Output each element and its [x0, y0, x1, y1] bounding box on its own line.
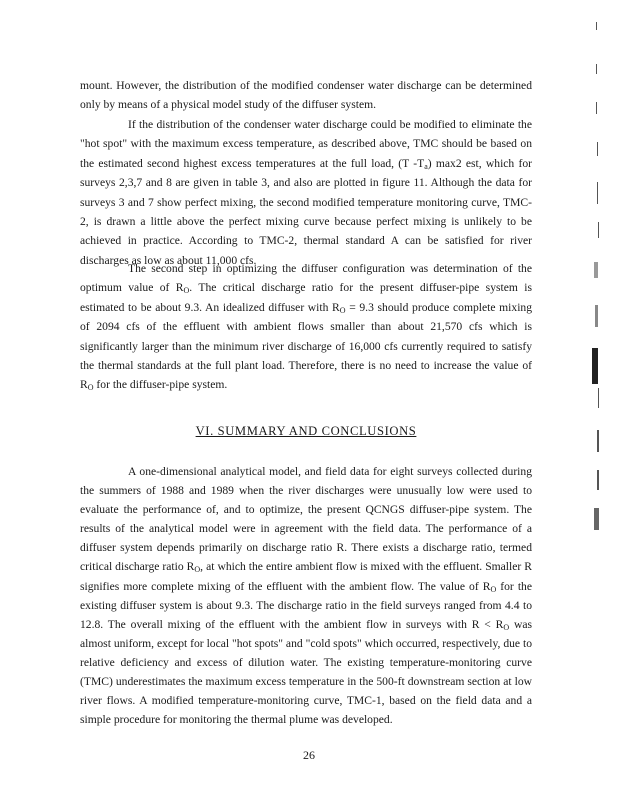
paragraph-4-part-a: A one-dimensional analytical model, and field data for eight surveys collected during the summers of 1988 and 1989 when the river discharges were unusually low were used to evaluate the performance of, and to optimize, the present QCNGS diffuser-pipe system. The results of the analytical model were in agreement with the field data. The performance of a diffuser system depends primarily on discharge ratio R. There exists a discharge ratio, termed critical discharge ratio R [80, 465, 532, 574]
paragraph-1-text: mount. However, the distribution of the modified condenser water discharge can be determined only by means of a physical model study of the diffuser system. [80, 79, 532, 112]
page-number: 26 [303, 748, 315, 762]
paragraph-4-subscript-a: O [194, 565, 201, 575]
scan-mark [594, 508, 599, 530]
scan-mark [594, 262, 598, 278]
paragraph-2-part-b: ) max2 est, which for surveys 2,3,7 and 8 are given in table 3, and also are plotted in figure 11. Although the data for surveys 3 and 7 show perfect mixing, the second modified temperature monitoring curve, TMC-2, is drawn a little above the perfect mixing curve because perfect mixing is unlikely to be achieved in practice. According to TMC-2, thermal standard A can be satisfied for river discharges as low as about 11,000 cfs. [80, 156, 532, 267]
paragraph-2-subscript-a: a [424, 161, 428, 171]
paragraph-4-subscript-b: O [490, 584, 497, 594]
paragraph-2 [80, 115, 532, 270]
scan-mark [595, 305, 598, 327]
paragraph-1 [80, 76, 532, 115]
paragraph-4-part-c: for the existing diffuser system is about 9.3. The discharge ratio in the field surveys ranged from 4.4 to 12.8. The overall mixing of the effluent with the ambient flow in surveys with R < R [80, 579, 532, 631]
paragraph-3-subscript-a: O [183, 286, 190, 296]
paragraph-4-text [80, 462, 532, 729]
paragraph-3-subscript-c: O [87, 383, 94, 393]
paragraph-4-part-d: was almost uniform, except for local "hot spots" and "cold spots" which occurred, respectively, due to relative deficiency and excess of dilution water. The existing temperature-monitoring curve (TMC) underestimates the maximum excess temperature in the 500-ft downstream section at low river flows. A modified temperature-monitoring curve, TMC-1, based on the field data and a simple procedure for monitoring the thermal plume was developed. [80, 617, 532, 727]
paragraph-4-subscript-c: O [503, 622, 510, 632]
section-heading: VI. SUMMARY AND CONCLUSIONS [195, 424, 417, 438]
scan-mark [597, 430, 599, 452]
scan-mark [596, 102, 597, 114]
paragraph-2-text [80, 115, 532, 270]
scan-mark [598, 222, 599, 238]
scan-mark [597, 142, 598, 156]
scan-mark [597, 182, 598, 204]
scan-margin-marks [586, 0, 618, 800]
paragraph-3-subscript-b: O [339, 305, 346, 315]
scan-mark [596, 64, 597, 74]
paragraph-3-part-b: . The critical discharge ratio for the present diffuser-pipe system is estimated to be about 9.3. An idealized diffuser with R [80, 281, 533, 314]
scan-mark [592, 348, 598, 384]
scan-mark [598, 388, 599, 408]
scan-mark [597, 470, 599, 490]
paragraph-3-part-c: = 9.3 should produce complete mixing of 2094 cfs of the effluent with ambient flows smaller than about 21,570 cfs which is significantly larger than the minimum river discharge of 16,000 cfs currently required to satisfy the thermal standards at the full plant load. Therefore, there is no need to increase the value of R [80, 300, 533, 392]
paragraph-2-part-a: If the distribution of the condenser water discharge could be modified to eliminate the "hot spot" with the maximum excess temperature, as described above, TMC should be based on the estimated second highest excess temperatures at the full load, (T -T [80, 118, 532, 170]
paragraph-4 [80, 462, 532, 729]
scan-mark [596, 22, 597, 30]
paragraph-3-part-a: The second step in optimizing the diffuser configuration was determination of the optimum value of R [80, 262, 532, 295]
paragraph-3-part-d: for the diffuser-pipe system. [93, 378, 228, 392]
paragraph-3-text [80, 259, 532, 395]
paragraph-4-part-b: , at which the entire ambient flow is mixed with the effluent. Smaller R signifies more complete mixing of the effluent with the ambient flow. The value of R [80, 560, 532, 593]
paragraph-3 [80, 259, 532, 395]
